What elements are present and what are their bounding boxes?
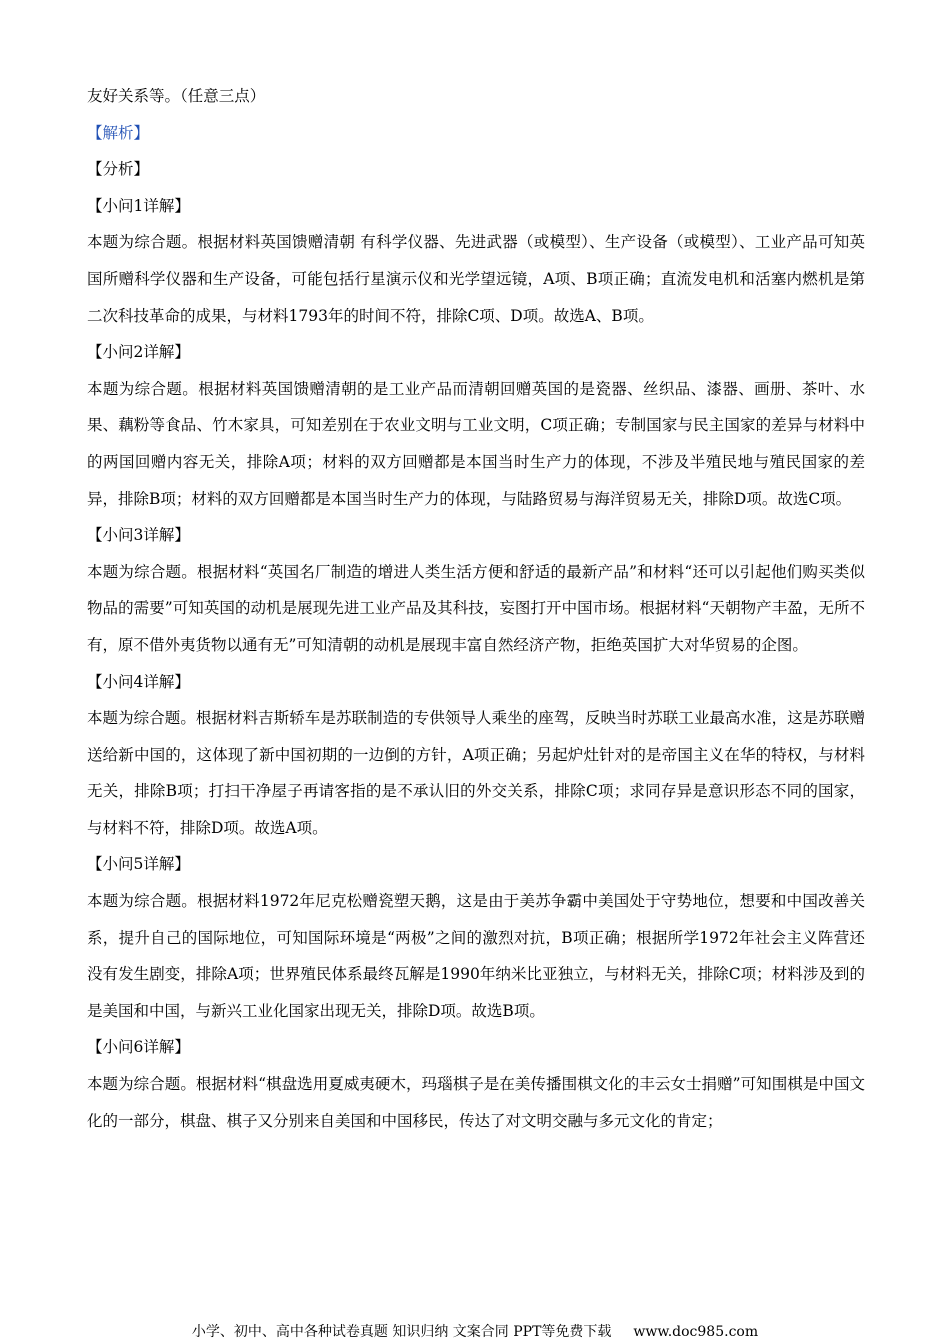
footer-url-link[interactable]: www.doc985.com xyxy=(633,1324,759,1340)
section-heading: 【小问1详解】 xyxy=(87,196,190,215)
intro-line: 友好关系等。（任意三点） xyxy=(87,87,266,105)
section-body: 本题为综合题。根据材料英国馈赠清朝 有科学仪器、先进武器（或模型）、生产设备（或模型）、工业产品可知英国所赠科学仪器和生产设备，可能包括行星演示仪和光学望远镜，A项、B项正确；直流发电机和活塞内燃机是第二次科技革命的成果，与材料1793年的时间不符，排除C项、D项。故选A、B项。 xyxy=(87,233,865,325)
section-body: 本题为综合题。根据材料吉斯轿车是苏联制造的专供领导人乘坐的座驾，反映当时苏联工业最高水准，这是苏联赠送给新中国的，这体现了新中国初期的一边倒的方针，A项正确；另起炉灶针对的是帝国主义在华的特权，与材料无关，排除B项；打扫干净屋子再请客指的是不承认旧的外交关系，排除C项；求同存异是意识形态不同的国家，与材料不符，排除D项。故选A项。 xyxy=(87,709,865,837)
section-heading: 【小问4详解】 xyxy=(87,672,190,691)
section-body: 本题为综合题。根据材料1972年尼克松赠瓷塑天鹅，这是由于美苏争霸中美国处于守势地位，想要和中国改善关系，提升自己的国际地位，可知国际环境是“两极”之间的激烈对抗，B项正确；根据所学1972年社会主义阵营还没有发生剧变，排除A项；世界殖民体系最终瓦解是1990年纳米比亚独立，与材料无关，排除C项；材料涉及到的是美国和中国，与新兴工业化国家出现无关，排除D项。故选B项。 xyxy=(87,892,865,1020)
document-body xyxy=(87,78,865,1139)
question-section-3 xyxy=(87,517,865,663)
question-section-6 xyxy=(87,1029,865,1139)
question-section-4 xyxy=(87,664,865,847)
fenxi-heading: 【分析】 xyxy=(87,160,150,179)
section-body: 本题为综合题。根据材料“英国名厂制造的增进人类生活方便和舒适的最新产品”和材料“还可以引起他们购买类似物品的需要”可知英国的动机是展现先进工业产品及其科技，妄图打开中国市场。根据材料“天朝物产丰盈，无所不有，原不借外夷货物以通有无”可知清朝的动机是展现丰富自然经济产物，拒绝英国扩大对华贸易的企图。 xyxy=(87,562,865,654)
section-body: 本题为综合题。根据材料“棋盘选用夏威夷硬木，玛瑙棋子是在美传播围棋文化的丰云女士捐赠”可知围棋是中国文化的一部分，棋盘、棋子又分别来自美国和中国移民，传达了对文明交融与多元文化的肯定； xyxy=(87,1075,865,1130)
section-body: 本题为综合题。根据材料英国馈赠清朝的是工业产品而清朝回赠英国的是瓷器、丝织品、漆器、画册、茶叶、水果、藕粉等食品、竹木家具，可知差别在于农业文明与工业文明，C项正确；专制国家与民主国家的差异与材料中的两国回赠内容无关，排除A项；材料的双方回赠都是本国当时生产力的体现，不涉及半殖民地与殖民国家的差异，排除B项；材料的双方回赠都是本国当时生产力的体现，与陆路贸易与海洋贸易无关，排除D项。故选C项。 xyxy=(87,379,865,508)
analysis-label: 【解析】 xyxy=(87,123,150,142)
section-heading: 【小问2详解】 xyxy=(87,343,190,362)
section-heading: 【小问6详解】 xyxy=(87,1038,190,1057)
footer-text: 小学、初中、高中各种试卷真题 知识归纳 文案合同 PPT等免费下载 xyxy=(191,1324,612,1340)
question-section-2 xyxy=(87,334,865,517)
section-heading: 【小问5详解】 xyxy=(87,855,190,874)
page-footer xyxy=(0,1321,950,1341)
section-heading: 【小问3详解】 xyxy=(87,526,190,545)
question-section-5 xyxy=(87,846,865,1029)
question-section-1 xyxy=(87,188,865,334)
